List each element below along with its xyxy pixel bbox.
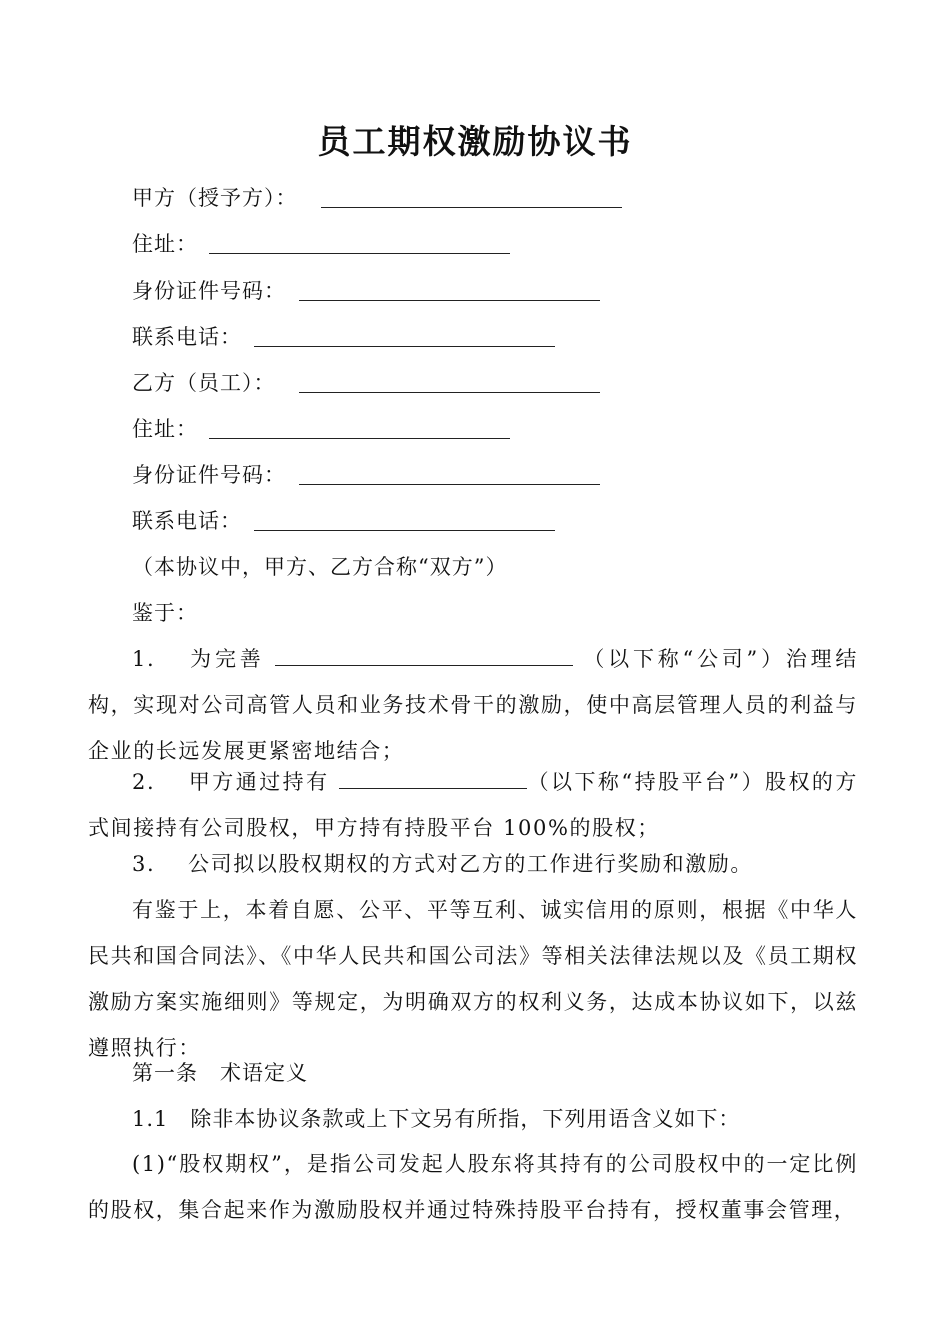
party-a-address-label: 住址： bbox=[132, 232, 198, 256]
party-a-label: 甲方（授予方）： bbox=[132, 186, 298, 210]
clause-3-number: 3. bbox=[132, 852, 156, 876]
clause-1-text-after: （以下称“公司”）治理结构，实现对公司高管人员和业务技术骨干的激励，使中高层管理人员的利益与企业的长远发展更紧密地结合； bbox=[88, 647, 858, 763]
preamble-paragraph: 有鉴于上，本着自愿、公平、平等互利、诚实信用的原则，根据《中华人民共和国合同法》、《中华人民共和国公司法》等相关法律法规以及《员工期权激励方案实施细则》等规定，为明确双方的权利义务，达成本协议如下，以兹遵照执行： bbox=[88, 898, 858, 1060]
party-a-phone-blank[interactable] bbox=[254, 345, 555, 347]
clause-3 bbox=[88, 841, 858, 887]
clause-3-text: 公司拟以股权期权的方式对乙方的工作进行奖励和激励。 bbox=[188, 852, 753, 876]
clause-2-text-before: 甲方通过持有 bbox=[188, 770, 330, 794]
company-name-blank[interactable] bbox=[275, 645, 573, 666]
party-a-address-blank[interactable] bbox=[209, 252, 510, 254]
party-b-phone-label: 联系电话： bbox=[132, 509, 242, 533]
party-b-id-label: 身份证件号码： bbox=[132, 463, 286, 487]
clause-2-number: 2. bbox=[132, 770, 156, 794]
party-a-id-blank[interactable] bbox=[299, 299, 600, 301]
clause-1-text-before: 为完善 bbox=[188, 647, 265, 671]
clause-1 bbox=[88, 636, 858, 774]
article-1-heading: 第一条 术语定义 bbox=[132, 1061, 308, 1085]
party-b-address-label: 住址： bbox=[132, 417, 198, 441]
definition-1: (1)“股权期权”，是指公司发起人股东将其持有的公司股权中的一定比例的股权，集合起来作为激励股权并通过特殊持股平台持有，授权董事会管理， bbox=[88, 1152, 858, 1222]
clause-2 bbox=[88, 759, 858, 851]
party-a-id-label: 身份证件号码： bbox=[132, 279, 286, 303]
whereas-heading: 鉴于： bbox=[132, 601, 198, 625]
party-a-phone-label: 联系电话： bbox=[132, 325, 242, 349]
parties-note: （本协议中，甲方、乙方合称“双方”） bbox=[132, 555, 508, 579]
party-b-label: 乙方（员工）： bbox=[132, 371, 276, 395]
clause-2-text-after: （以下称“持股平台”）股权的方式间接持有公司股权，甲方持有持股平台 100%的股权； bbox=[88, 770, 858, 840]
party-b-blank[interactable] bbox=[299, 391, 600, 393]
clause-1-number: 1. bbox=[132, 647, 156, 671]
document-title: 员工期权激励协议书 bbox=[317, 122, 633, 161]
party-a-blank[interactable] bbox=[321, 206, 622, 208]
platform-name-blank[interactable] bbox=[339, 768, 527, 789]
party-b-phone-blank[interactable] bbox=[254, 529, 555, 531]
party-b-id-blank[interactable] bbox=[299, 483, 600, 485]
party-b-address-blank[interactable] bbox=[209, 437, 510, 439]
definition-intro: 1.1 除非本协议条款或上下文另有所指，下列用语含义如下： bbox=[132, 1107, 741, 1131]
